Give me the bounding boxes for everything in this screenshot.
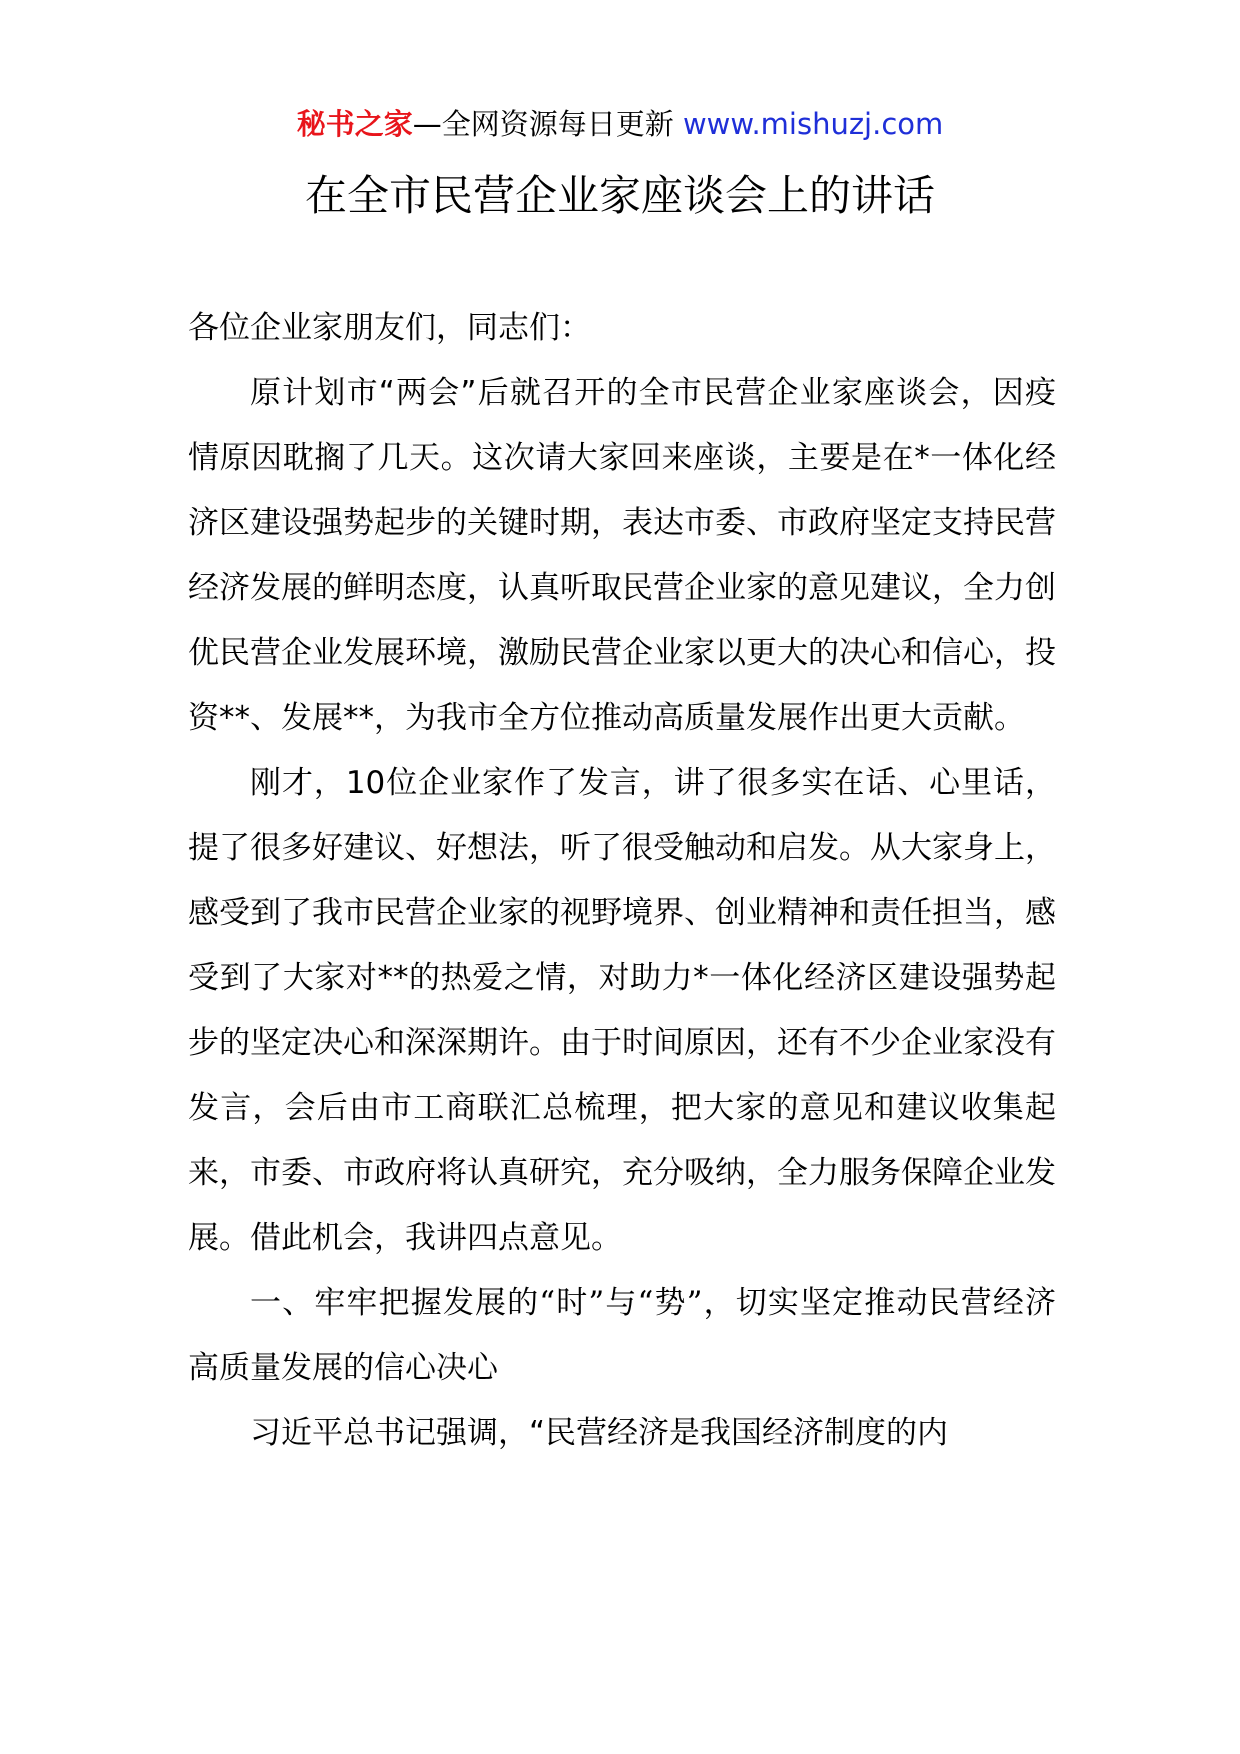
brand-name: 秘书之家	[296, 107, 413, 141]
document-body	[188, 296, 1056, 1466]
watermark-header	[0, 104, 1240, 144]
paragraph-2: 刚才，10位企业家作了发言，讲了很多实在话、心里话，提了很多好建议、好想法，听了很受触动和启发。从大家身上，感受到了我市民营企业家的视野境界、创业精神和责任担当，感受到了大家对**的热爱之情，对助力*一体化经济区建设强势起步的坚定决心和深深期许。由于时间原因，还有不少企业家没有发言，会后由市工商联汇总梳理，把大家的意见和建议收集起来，市委、市政府将认真研究，充分吸纳，全力服务保障企业发展。借此机会，我讲四点意见。	[188, 765, 1056, 1256]
paragraph-3: 习近平总书记强调，“民营经济是我国经济制度的内	[250, 1415, 949, 1451]
document-title: 在全市民营企业家座谈会上的讲话	[304, 171, 935, 220]
header-url: www.mishuzj.com	[682, 107, 944, 141]
section-heading-1: 一、牢牢把握发展的“时”与“势”，切实坚定推动民营经济高质量发展的信心决心	[188, 1285, 1056, 1386]
salutation: 各位企业家朋友们，同志们：	[188, 310, 591, 346]
paragraph-1: 原计划市“两会”后就召开的全市民营企业家座谈会，因疫情原因耽搁了几天。这次请大家回来座谈，主要是在*一体化经济区建设强势起步的关键时期，表达市委、市政府坚定支持民营经济发展的鲜明态度，认真听取民营企业家的意见建议，全力创优民营企业发展环境，激励民营企业家以更大的决心和信心，投资**、发展**，为我市全方位推动高质量发展作出更大贡献。	[188, 375, 1056, 736]
header-tagline: —全网资源每日更新	[412, 107, 674, 141]
